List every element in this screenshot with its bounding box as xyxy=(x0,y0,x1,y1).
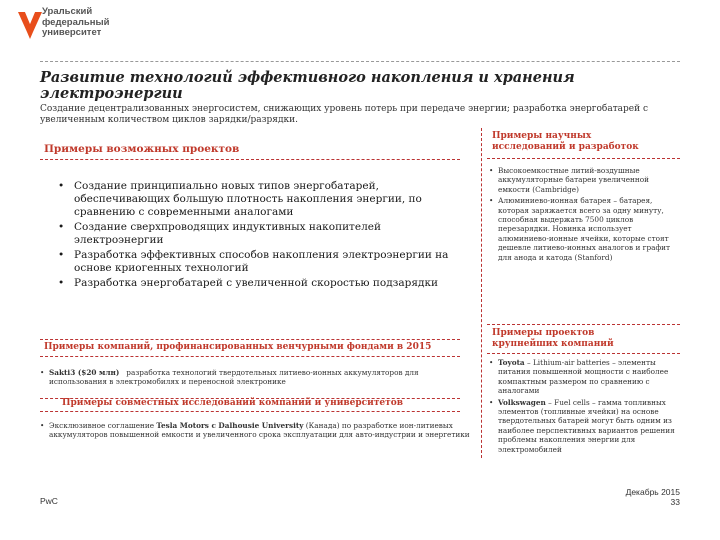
company-name: Volkswagen xyxy=(498,397,546,407)
companies-top-rule xyxy=(487,324,680,325)
joint-text-pre: Эксклюзивное соглашение xyxy=(49,421,157,430)
joint-partners: Tesla Motors с Dalhousie University xyxy=(156,421,304,430)
list-item: • Разработка эффективных способов накопления электроэнергии на основе криогенных технологий xyxy=(58,249,458,275)
list-item xyxy=(40,368,470,387)
list-item: • Высокоемкостные литий-воздушные аккумуляторные батареи увеличенной емкости (Cambridge) xyxy=(489,166,679,194)
venture-top-rule xyxy=(40,339,460,340)
footer-brand: PwC xyxy=(40,496,58,506)
venture-company: Sakti3 ($20 млн) xyxy=(49,368,120,377)
joint-bottom-rule xyxy=(40,411,460,412)
page-subtitle: Создание децентрализованных энергосистем, снижающих уровень потерь при передаче энергии; разработка энергобатарей с увеличенным количеством циклов зарядки/разрядки. xyxy=(40,104,649,125)
projects-rule xyxy=(40,159,460,160)
page-title: Развитие технологий эффективного накопления и хранения электроэнергии xyxy=(40,69,575,102)
title-rule xyxy=(40,61,680,62)
footer-date: Декабрь 2015 xyxy=(625,487,680,497)
projects-heading: Примеры возможных проектов xyxy=(44,143,240,155)
joint-list xyxy=(40,421,470,442)
companies-heading: Примеры проектов крупнейших компаний xyxy=(492,328,614,349)
projects-list xyxy=(58,180,458,292)
company-description: – Lithium-air batteries – элементы питания повышенной мощности с наиболее компактным размером по сравнению с аналогами xyxy=(498,358,669,396)
venture-description: разработка технологий твердотельных литиево-ионных аккумуляторов для использования в электромобилях и переносной электронике xyxy=(49,368,419,387)
list-item xyxy=(40,421,470,440)
companies-list xyxy=(489,358,679,456)
footer-info xyxy=(580,487,680,507)
column-divider xyxy=(481,128,482,458)
list-item: • Создание принципиально новых типов энергобатарей, обеспечивающих большую плотность накопления энергии, по сравнению с современными аналогами xyxy=(58,180,458,219)
list-item: • Разработка энергобатарей с увеличенной скоростью подзарядки xyxy=(58,277,458,290)
joint-heading: Примеры совместных исследований компаний и университетов xyxy=(62,398,403,408)
venture-bottom-rule xyxy=(40,356,460,357)
research-rule xyxy=(487,158,680,159)
list-item: • Алюминиево-ионная батарея – батарея, которая заряжается всего за одну минуту, способная выдержать 7500 циклов перезарядки. Новинка использует алюминиево-ионные ячейки, которые стоят дешевле литиево-ионных аналогов и графит для анода и катода (Stanford) xyxy=(489,196,679,262)
venture-list xyxy=(40,368,470,389)
list-item xyxy=(489,358,679,396)
list-item: • Создание сверхпроводящих индуктивных накопителей электроэнергии xyxy=(58,221,458,247)
companies-bottom-rule xyxy=(487,353,680,354)
research-heading: Примеры научных исследований и разработок xyxy=(492,131,639,152)
company-name: Toyota xyxy=(498,358,525,367)
company-description: – Fuel cells – гамма топливных элементов (топливные ячейки) на основе твердотельных батарей могут быть одним из наиболее перспективных вариантов решения проблемы накопления энергии для электромобилей xyxy=(498,397,675,454)
university-logo xyxy=(16,6,136,46)
joint-text-post: (Канада) по разработке ион-литиевых аккумуляторов повышенной емкости и увеличенного срока эксплуатации для авто-индустрии и энергетики xyxy=(49,421,470,440)
venture-heading: Примеры компаний, профинансированных венчурными фондами в 2015 xyxy=(44,342,432,352)
logo-text: Уральский федеральный университет xyxy=(42,6,110,38)
page-number: 33 xyxy=(670,497,680,507)
list-item xyxy=(489,398,679,454)
ural-university-logo-icon xyxy=(16,8,44,40)
research-list xyxy=(489,166,679,264)
